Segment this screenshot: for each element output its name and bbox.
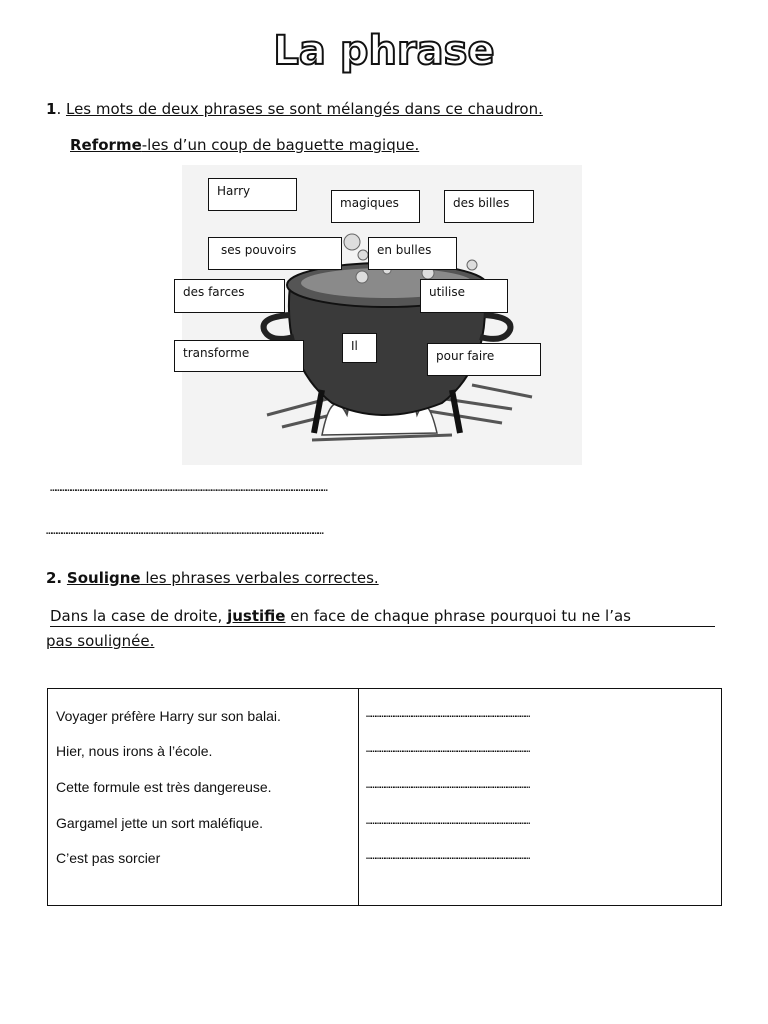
exercise-1-number: 1	[46, 100, 57, 118]
sentence-row[interactable]: Voyager préfère Harry sur son balai.	[56, 708, 281, 724]
answer-line-1[interactable]: …………………………………………………………………………………………………………………………………………………	[50, 481, 327, 494]
answer-line-2[interactable]: …………………………………………………………………………………………………………………………………………………	[46, 524, 323, 537]
exercise-1-line2: -les d’un coup de baguette magique.	[141, 136, 420, 154]
sub-prefix: Dans la case de droite,	[50, 607, 228, 625]
sentences-table	[47, 688, 722, 906]
word-card[interactable]: des farces	[174, 279, 285, 313]
sentence-row[interactable]: Cette formule est très dangereuse.	[56, 779, 272, 795]
sentence-row[interactable]: Hier, nous irons à l’école.	[56, 743, 213, 759]
sub-rest: en face de chaque phrase pourquoi tu ne l’as	[285, 607, 631, 625]
word-card[interactable]: transforme	[174, 340, 304, 372]
exercise-2-number: 2.	[46, 569, 63, 587]
exercise-2-subinstruction	[50, 607, 715, 627]
word-card[interactable]: Il	[342, 333, 377, 363]
cauldron-illustration	[172, 165, 592, 465]
word-card[interactable]: des billes	[444, 190, 534, 223]
column-divider	[358, 689, 359, 905]
exercise-2-instruction	[46, 568, 379, 588]
exercise-1-line1: Les mots de deux phrases se sont mélangés dans ce chaudron.	[65, 100, 543, 118]
page-title: La phrase	[273, 28, 495, 74]
word-card[interactable]: utilise	[420, 279, 508, 313]
word-card[interactable]: ses pouvoirs	[208, 237, 342, 270]
word-card[interactable]: magiques	[331, 190, 420, 223]
justification-line[interactable]: ………………………………………………………………………………………………	[366, 816, 529, 827]
word-card[interactable]: Harry	[208, 178, 297, 211]
exercise-1-instruction-2	[70, 135, 419, 155]
sentence-row[interactable]: Gargamel jette un sort maléfique.	[56, 815, 263, 831]
justification-line[interactable]: ………………………………………………………………………………………………	[366, 709, 529, 720]
justifie-keyword: justifie	[227, 607, 286, 625]
exercise-2-line1: les phrases verbales correctes.	[140, 569, 379, 587]
sentence-row[interactable]: C’est pas sorcier	[56, 850, 161, 866]
exercise-2-subinstruction-2: pas soulignée.	[46, 632, 155, 650]
word-card[interactable]: en bulles	[368, 237, 457, 270]
justification-line[interactable]: ………………………………………………………………………………………………	[366, 780, 529, 791]
exercise-1-instruction: 1. Les mots de deux phrases se sont mélangés dans ce chaudron.	[46, 100, 543, 118]
justification-line[interactable]: ………………………………………………………………………………………………	[366, 851, 529, 862]
souligne-keyword: Souligne	[66, 569, 141, 587]
reforme-keyword: Reforme	[70, 136, 142, 154]
justification-line[interactable]: ………………………………………………………………………………………………	[366, 744, 529, 755]
word-card[interactable]: pour faire	[427, 343, 541, 376]
